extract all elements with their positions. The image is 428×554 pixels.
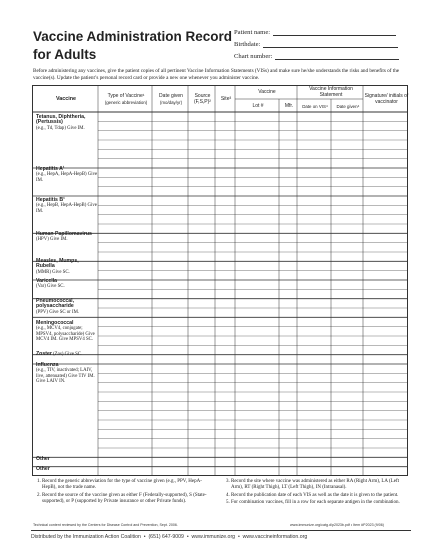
header-mfr: Mfr. bbox=[284, 102, 294, 109]
title-line-2: for Adults bbox=[33, 47, 97, 62]
header-site: Site³ bbox=[220, 95, 232, 102]
footnote-3: 3. Record the site where vaccine was administered as either RA (Right Arm), LA (Left Arm), RT (Right Thigh), LT (Left Thigh), IN (Intranasal). bbox=[231, 479, 412, 492]
header-vaccine: Vaccine bbox=[55, 95, 77, 102]
vaccine-hepatitis-a: Hepatitis A¹ (e.g., HepA, HepA-HepB) Give IM. bbox=[36, 166, 98, 183]
header-date-given-vis: Date given⁴ bbox=[336, 103, 360, 109]
chart-number-label: Chart number: bbox=[234, 53, 273, 60]
vaccine-mmr: Measles, Mumps, Rubella (MMR) Give SC. bbox=[36, 258, 79, 275]
vaccine-other-2: Other bbox=[36, 466, 50, 472]
vaccine-tetanus: Tetanus, Diphtheria, (Pertussis) (e.g., Td, Tdap) Give IM. bbox=[36, 114, 86, 131]
header-type-of-vaccine: Type of Vaccine¹ (generic abbreviation) bbox=[104, 92, 148, 105]
form-title bbox=[33, 28, 232, 64]
vaccine-zoster: Zoster (Zos) Give SC. bbox=[36, 351, 83, 357]
header-date-given: Date given (mo/day/yr) bbox=[159, 92, 183, 105]
footnote-1: 1. Record the generic abbreviation for the type of vaccine given (e.g., PPV, HepA-HepB), not the trade name. bbox=[42, 479, 213, 492]
vaccine-meningococcal: Meningococcal (e.g., MCV4, conjugate; MPSV4, polysaccharide) Give MCV4 IM. Give MPSV4 SC. bbox=[36, 320, 95, 343]
patient-name-label: Patient name: bbox=[234, 29, 271, 36]
vaccine-influenza: Influenza (e.g., TIV, inactivated; LAIV, live, attenuated) Give TIV IM. Give LAIV IN. bbox=[36, 362, 95, 385]
footnotes-left bbox=[33, 479, 213, 506]
review-credit: Technical content reviewed by the Centers for Disease Control and Prevention, Sept. 2006. bbox=[33, 523, 178, 527]
vaccine-hepatitis-b: Hepatitis B¹ (e.g., HepB, HepA-HepB) Give IM. bbox=[36, 197, 97, 214]
vaccine-varicella: Varicella (Var) Give SC. bbox=[36, 278, 65, 290]
footnote-2: 2. Record the source of the vaccine given as either F (Federally-supported), S (State-supported), or P (supported by Private insurance or other Private funds). bbox=[42, 493, 213, 506]
footer-phone: (651) 647-9009 bbox=[148, 534, 184, 540]
footnotes-right bbox=[222, 479, 412, 507]
patient-name-field[interactable] bbox=[234, 29, 396, 36]
footer-link-immunize[interactable]: www.immunize.org bbox=[191, 534, 236, 540]
chart-number-field[interactable] bbox=[234, 53, 399, 60]
header-vis-group: Vaccine Information Statement bbox=[309, 86, 353, 98]
vaccine-pneumococcal: Pneumococcal, polysaccharide (PPV) Give SC or IM. bbox=[36, 298, 80, 315]
vaccine-hpv: Human Papillomavirus (HPV) Give IM. bbox=[36, 231, 92, 243]
birthdate-label: Birthdate: bbox=[234, 41, 261, 48]
header-lot: Lot # bbox=[252, 102, 264, 109]
header-source: Source (F,S,P)² bbox=[194, 92, 211, 105]
title-line-1: Vaccine Administration Record bbox=[33, 29, 233, 44]
birthdate-field[interactable] bbox=[234, 41, 398, 48]
vaccine-other-1: Other bbox=[36, 456, 50, 462]
footer: Distributed by the Immunization Action Coalition • (651) 647-9009 • www.immunize.org • www.vaccineinformation.org bbox=[31, 530, 411, 540]
item-reference: www.immunize.org/catg.d/p2023b.pdf • Item #P2023 (9/06) bbox=[290, 523, 384, 527]
footer-link-vaccineinfo[interactable]: www.vaccineinformation.org bbox=[242, 534, 308, 540]
vaccine-record-table bbox=[32, 85, 408, 476]
footer-distributed: Distributed by the Immunization Action Coalition bbox=[31, 534, 141, 540]
intro-instructions: Before administering any vaccines, give the patient copies of all pertinent Vaccine Information Statements (VISs) and make sure he/she understands the risks and benefits of the vaccine(s). Update the patient’s personal record card or provide a new one whenever you administer vaccine. bbox=[33, 68, 400, 81]
footnote-5: 5. For combination vaccines, fill in a row for each separate antigen in the combination. bbox=[231, 500, 412, 506]
header-date-on-vis: Date on VIS⁴ bbox=[302, 103, 328, 109]
header-signature: Signature/ initials of vaccinator bbox=[364, 92, 409, 105]
footnote-4: 4. Record the publication date of each VIS as well as the date it is given to the patient. bbox=[231, 493, 412, 499]
header-vaccine-group: Vaccine bbox=[258, 89, 276, 96]
